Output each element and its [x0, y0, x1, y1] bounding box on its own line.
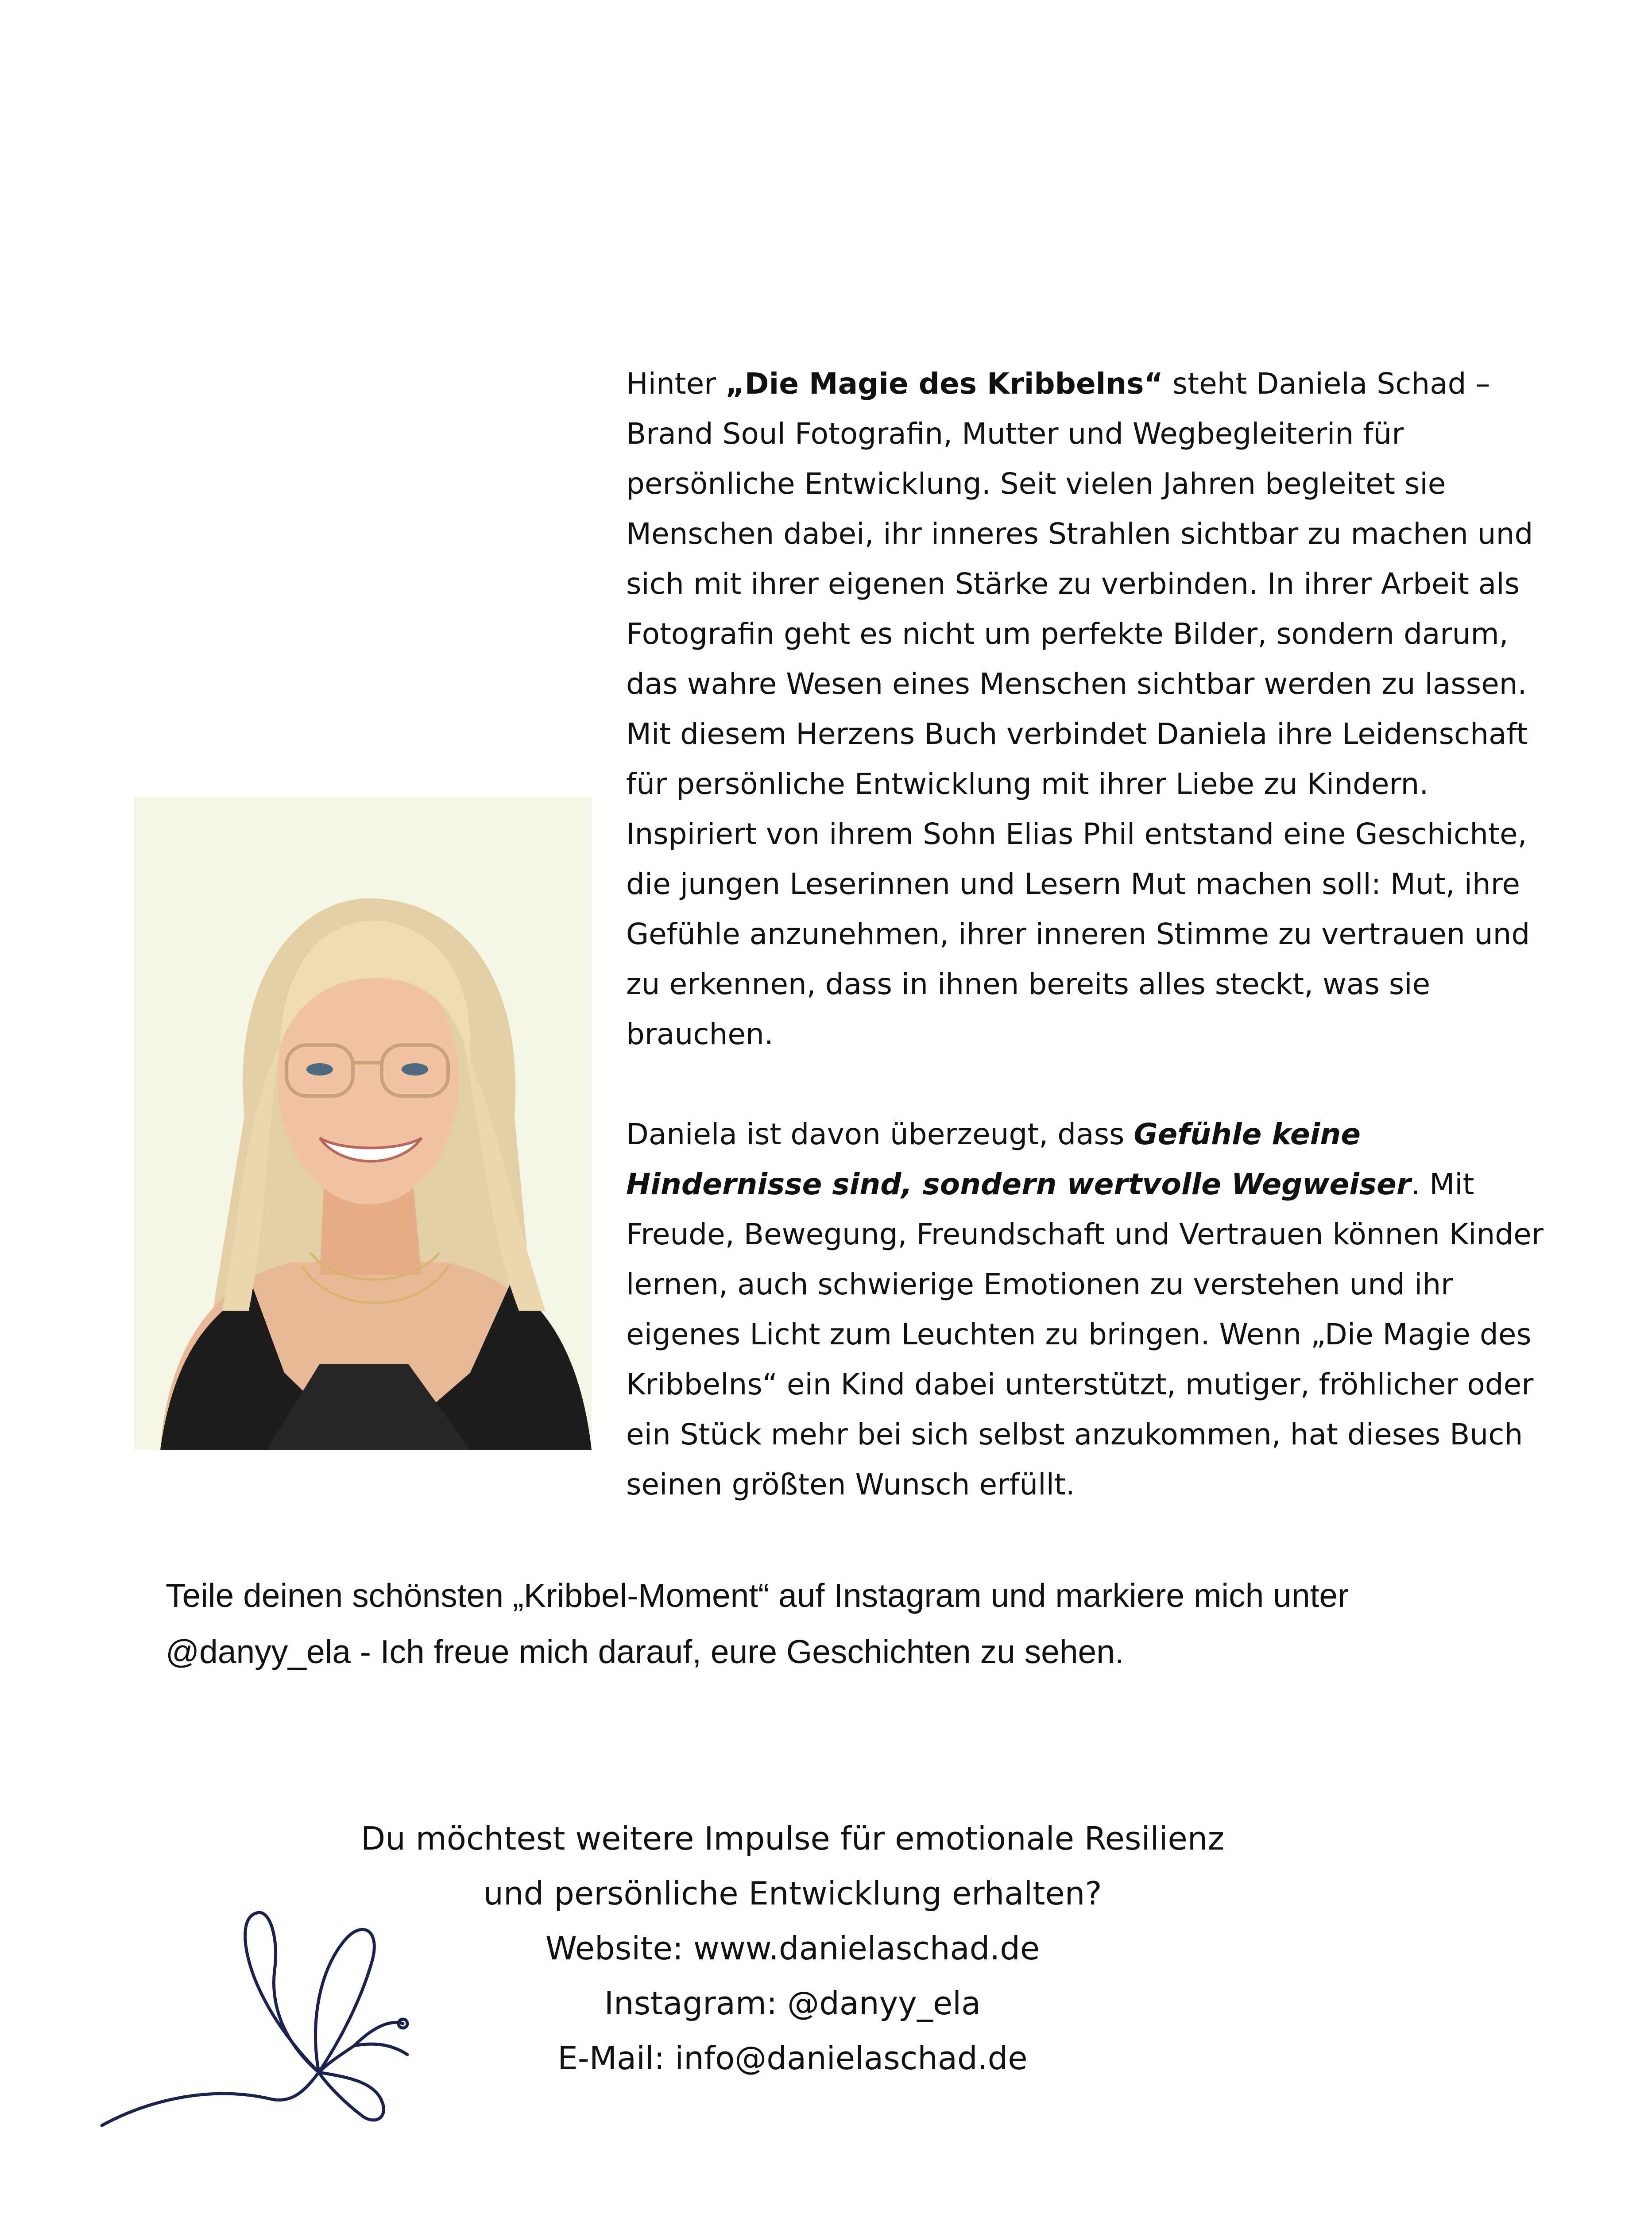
butterfly-line-art-icon	[97, 1877, 416, 2134]
bio-p2-text: . Mit Freude, Bewegung, Freundschaft und Vertrauen können Kinder lernen, auch schwierige Emotionen zu verstehen und ihr eigenes Licht zum Leuchten zu bringen. Wenn „Die Magie des Kribbelns“ ein Kind dabei unterstützt, mutiger, fröhlicher oder ein Stück mehr bei sich selbst anzukommen, hat dieses Buch seinen größten Wunsch erfüllt.	[626, 1167, 1544, 1502]
bio-paragraph-1	[626, 359, 1565, 1059]
instagram-link[interactable]: Instagram: @danyy_ela	[604, 1985, 981, 2022]
bio-p2-prefix: Daniela ist davon überzeugt, dass	[626, 1117, 1134, 1151]
website-link[interactable]: Website: www.danielaschad.de	[545, 1930, 1040, 1967]
share-call-to-action: Teile deinen schönsten „Kribbel-Moment“ auf Instagram und markiere mich unter @danyy_ela - Ich freue mich darauf, eure Geschichten zu sehen.	[166, 1577, 1349, 1670]
email-link[interactable]: E-Mail: info@danielaschad.de	[557, 2040, 1028, 2077]
author-portrait-illustration	[134, 797, 592, 1450]
author-bio	[626, 359, 1565, 1510]
author-photo	[134, 797, 592, 1450]
bio-paragraph-2	[626, 1109, 1565, 1510]
bio-p1-prefix: Hinter	[626, 367, 726, 401]
contact-intro-line-2: und persönliche Entwicklung erhalten?	[483, 1875, 1102, 1912]
bio-p1-text: steht Daniela Schad – Brand Soul Fotografin, Mutter und Wegbegleiterin für persönliche Entwicklung. Seit vielen Jahren begleitet sie Menschen dabei, ihr inneres Strahlen sichtbar zu machen und sich mit ihrer eigenen Stärke zu verbinden. In ihrer Arbeit als Fotografin geht es nicht um perfekte Bilder, sondern darum, das wahre Wesen eines Menschen sichtbar werden zu lassen. Mit diesem Herzens Buch verbindet Daniela ihre Leidenschaft für persönliche Entwicklung mit ihrer Liebe zu Kindern. Inspiriert von ihrem Sohn Elias Phil entstand eine Geschichte, die jungen Leserinnen und Lesern Mut machen soll: Mut, ihre Gefühle anzunehmen, ihrer inneren Stimme zu vertrauen und zu erkennen, dass in ihnen bereits alles steckt, was sie brauchen.	[626, 367, 1533, 1051]
contact-intro-line-1: Du möchtest weitere Impulse für emotionale Resilienz	[360, 1820, 1225, 1857]
book-title: „Die Magie des Kribbelns“	[725, 367, 1163, 401]
bio-emphasis: Gefühle keine Hindernisse sind, sondern wertvolle Wegweiser	[626, 1117, 1411, 1201]
